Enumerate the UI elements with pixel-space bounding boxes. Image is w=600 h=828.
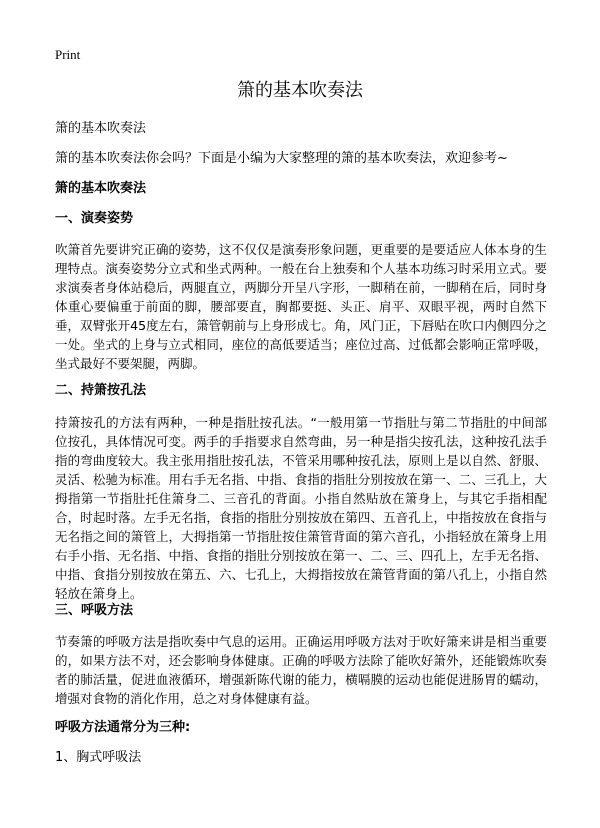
page-title: 箫的基本吹奏法 [237, 80, 363, 101]
document-subtitle: 箫的基本吹奏法 [55, 121, 147, 136]
section-body-breathing: 节奏箫的呼吸方法是指吹奏中气息的运用。正确运用呼吸方法对于吹好箫来讲是相当重要的，如果方法不对，还会影响身体健康。正确的呼吸方法除了能吹好箫外，还能锻炼吹奏者的肺活量，促进血液循环，增强新陈代谢的能力，横嗝膜的运动也能促进肠胃的蠕动，增强对食物的消化作用，总之对身体健康有益。 [55, 634, 547, 706]
section-heading-posture: 一、演奏姿势 [55, 211, 134, 226]
section-heading-breathing: 三、呼吸方法 [55, 603, 134, 618]
section-body-posture: 吹箫首先要讲究正确的姿势，这不仅仅是演奏形象问题，更重要的是要适应人体本身的生理特点。演奏姿势分立式和坐式两种。一般在台上独奏和个人基本功练习时采用立式。要求演奏者身体站稳后，两腿直立，两脚分开呈八字形，一脚稍在前，一脚稍在后，同时身体重心要偏重于前面的脚，腰部要直，胸都要挺、头正、肩平、双眼平视，两时自然下垂，双臂张开45度左右，箫管朝前与上身形成七。角，风门正，下唇贴在吹口内侧四分之一处。坐式的上身与立式相同，座位的高低要适当；座位过高、过低都会影响正常呼吸，坐式最好不要架腿，两脚。 [55, 242, 547, 371]
main-heading: 箫的基本吹奏法 [55, 181, 147, 196]
breathing-types-heading: 呼吸方法通常分为三种: [55, 720, 191, 735]
section-heading-fingering: 二、持箫按孔法 [55, 383, 147, 398]
intro-text: 箫的基本吹奏法你会吗？下面是小编为大家整理的箫的基本吹奏法，欢迎参考~ [55, 151, 508, 166]
breathing-item-chest: 1、胸式呼吸法 [55, 750, 142, 765]
print-label[interactable]: Print [55, 47, 81, 62]
section-body-fingering: 持箫按孔的方法有两种，一种是指肚按孔法。“一般用第一节指肚与第二节指肚的中间部位按孔，具体情况可变。两手的手指要求自然弯曲，另一种是指尖按孔法，这种按孔法手指的弯曲度较大。我主张用指肚按孔法，不管采用哪种按孔法，原则上是以自然、舒服、灵活、松驰为标准。用右手无名指、中指、食指的指肚分别按放在第一、二、三孔上，大拇指第一节指肚托住箫身二、三音孔的背面。小指自然贴放在箫身上，与其它手指相配合，时起时落。左手无名指，食指的指肚分别按放在第四、五音孔上，中指按放在食指与无名指之间的箫管上，大拇指第一节指肚按住箫管背面的第六音孔，小指轻放在箫身上用右手小指、无名指、中指、食指的指肚分别按放在第一、二、三、四孔上，左手无名指、中指、食指分别按放在第五、六、七孔上，大拇指按放在箫管背面的第八孔上，小指自然轻放在箫身上。 [55, 415, 547, 601]
